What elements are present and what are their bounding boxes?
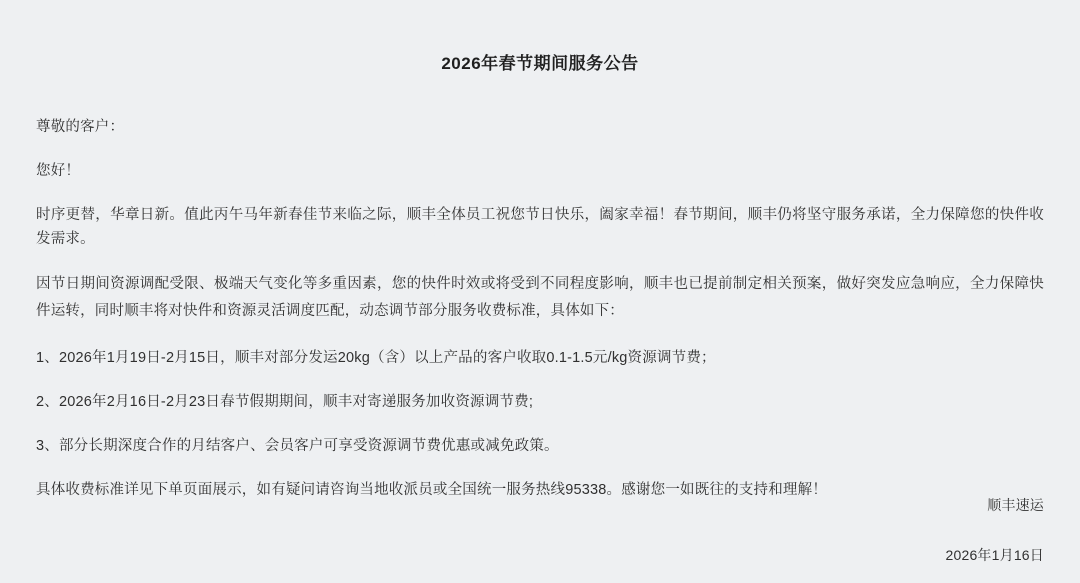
explanation-paragraph: 因节日期间资源调配受限、极端天气变化等多重因素，您的快件时效或将受到不同程度影响，顺丰也已提前制定相关预案，做好突发应急响应，全力保障快件运转，同时顺丰将对快件和资源灵活调度匹配，动态调节部分服务收费标准，具体如下：: [36, 276, 1044, 320]
closing-paragraph: 具体收费标准详见下单页面展示，如有疑问请咨询当地收派员或全国统一服务热线95338。感谢您一如既往的支持和理解！: [36, 481, 828, 498]
greeting-paragraph: 您好！: [36, 162, 81, 179]
intro-paragraph: 时序更替，华章日新。值此丙午马年新春佳节来临之际，顺丰全体员工祝您节日快乐，阖家幸福！春节期间，顺丰仍将坚守服务承诺，全力保障您的快件收发需求。: [36, 206, 1044, 247]
policy-item-3: 3、部分长期深度合作的月结客户、会员客户可享受资源调节费优惠或减免政策。: [36, 437, 559, 454]
policy-item-2: 2、2026年2月16日-2月23日春节假期期间，顺丰对寄递服务加收资源调节费;: [36, 394, 534, 411]
signature: 顺丰速运: [987, 497, 1044, 513]
salutation-paragraph: 尊敬的客户：: [36, 118, 125, 135]
announcement-body: [36, 116, 1044, 503]
page-title: 2026年春节期间服务公告: [441, 54, 639, 73]
policy-item-1: 1、2026年1月19日-2月15日，顺丰对部分发运20kg（含）以上产品的客户收取0.1-1.5元/kg资源调节费；: [36, 350, 716, 367]
document-date: 2026年1月16日: [945, 547, 1044, 563]
